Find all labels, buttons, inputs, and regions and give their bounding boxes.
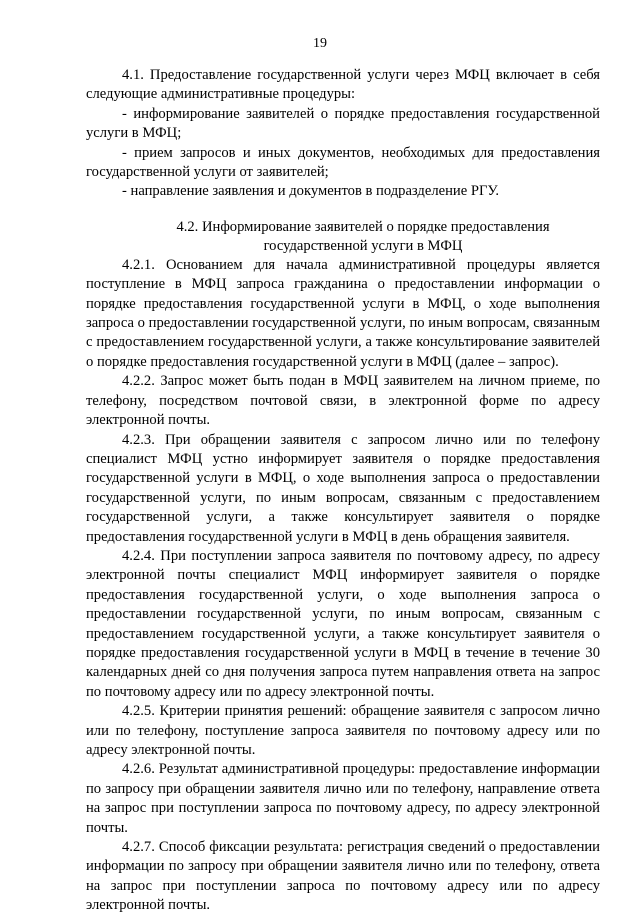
document-body <box>86 66 600 916</box>
paragraph-4-2-6: 4.2.6. Результат административной процедуры: предоставление информации по запросу при обращении заявителя лично или по телефону, направление ответа на запрос при поступлении запроса по почтовому адресу, по адресу электронной почты. <box>86 761 600 836</box>
list-item: - направление заявления и документов в подразделение РГУ. <box>122 183 499 200</box>
page-number: 19 <box>313 36 327 51</box>
section-heading-line-1: 4.2. Информирование заявителей о порядке предоставления <box>176 218 550 235</box>
section-heading-line-2: государственной услуги в МФЦ <box>263 237 463 254</box>
paragraph-4-2-1: 4.2.1. Основанием для начала административной процедуры является поступление в МФЦ запроса гражданина о предоставлении информации о порядке предоставления государственной услуги в МФЦ, о ходе выполнения запроса о предоставлении государственной услуги, по иным вопросам, связанным с предоставлением государственной услуги, а также консультирование заявителей о порядке предоставления государственной услуги в МФЦ (далее – запрос). <box>86 256 600 370</box>
list-item: - информирование заявителей о порядке предоставления государственной услуги в МФЦ; <box>86 105 600 142</box>
paragraph-4-2-7: 4.2.7. Способ фиксации результата: регистрация сведений о предоставлении информации по запросу при обращении заявителя лично или по телефону, ответа на запрос при поступлении запроса по почтовому адресу или по адресу электронной почты. <box>86 839 600 914</box>
paragraph-4-2-5: 4.2.5. Критерии принятия решений: обращение заявителя с запросом лично или по телефону, поступление запроса заявителя по почтовому адресу или по адресу электронной почты. <box>86 703 600 758</box>
intro-paragraph: 4.1. Предоставление государственной услуги через МФЦ включает в себя следующие административные процедуры: <box>86 67 600 103</box>
paragraph-4-2-2: 4.2.2. Запрос может быть подан в МФЦ заявителем на личном приеме, по телефону, посредством почтовой связи, в электронной форме по адресу электронной почты. <box>86 373 600 429</box>
list-item: - прием запросов и иных документов, необходимых для предоставления государственной услуги от заявителей; <box>86 144 600 181</box>
paragraph-4-2-3: 4.2.3. При обращении заявителя с запросом лично или по телефону специалист МФЦ устно информирует заявителя о порядке предоставления государственной услуги в МФЦ, о ходе выполнения запроса о предоставлении государственной услуги, по иным вопросам, связанным с предоставлением государственной услуги, а также консультирует заявителя о порядке предоставления государственной услуги в МФЦ в день обращения заявителя. <box>86 431 600 545</box>
paragraph-4-2-4: 4.2.4. При поступлении запроса заявителя по почтовому адресу, по адресу электронной почты специалист МФЦ информирует заявителя о порядке предоставления государственной услуги, о ходе выполнения запроса о предоставлении государственной услуги, по иным вопросам, связанным с предоставлением государственной услуги, а также консультирует заявителя о порядке предоставления государственной услуги в МФЦ в течение в течение 30 календарных дней со дня получения запроса путем направления ответа на запрос по почтовому адресу или по адресу электронной почты. <box>86 547 600 700</box>
section-heading <box>86 218 600 256</box>
